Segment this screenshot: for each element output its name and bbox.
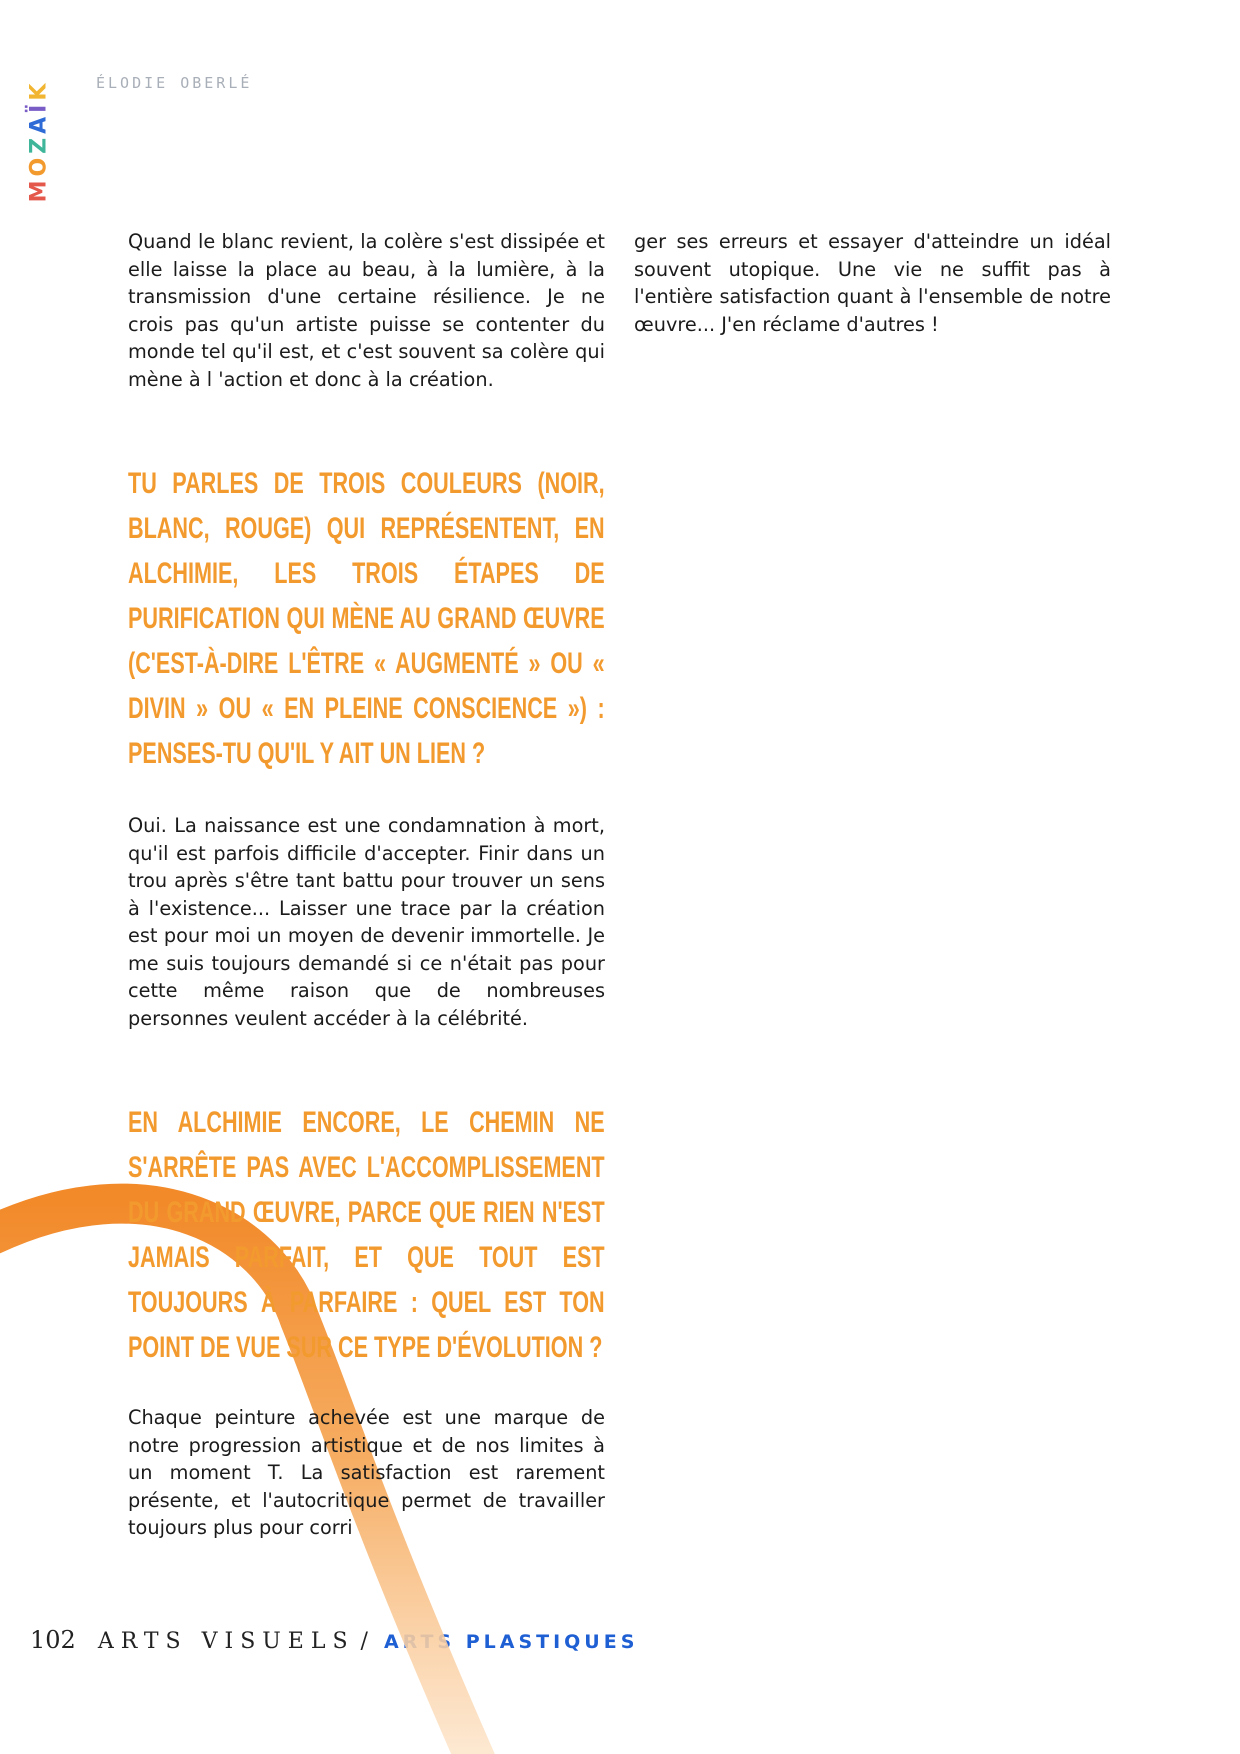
footer-separator: / (360, 1629, 368, 1654)
author-name: ÉLODIE OBERLÉ (96, 74, 253, 92)
page-footer (30, 1626, 638, 1666)
section-title: ARTS VISUELS (97, 1629, 355, 1654)
logo-letter: K (26, 79, 52, 101)
page-number: 102 (30, 1626, 76, 1654)
logo-letter: O (26, 153, 52, 177)
right-column (634, 228, 1111, 338)
answer-paragraph-2: Chaque peinture achevée est une marque de notre progression artistique et de nos limites à un moment T. La satisfaction est rarement présente, et l'autocritique permet de travailler toujours plus pour corri (128, 1406, 605, 1539)
logo-letter: M (26, 176, 52, 203)
answer-paragraph-2-continued: ger ses erreurs et essayer d'atteindre un idéal souvent utopique. Une vie ne suffit pas à l'entière satisfaction quant à l'ensemble de notre œuvre... J'en réclame d'autres ! (634, 230, 1111, 336)
subsection-title: ARTS PLASTIQUES (383, 1631, 639, 1653)
left-column (128, 228, 605, 1542)
answer-paragraph-1: Oui. La naissance est une condamnation à mort, qu'il est parfois difficile d'accepter. Finir dans un trou après s'être tant battu pour trouver un sens à l'existence... Laisser une trace par la création est pour moi un moyen de devenir immortelle. Je me suis toujours demandé si ce n'était pas pour cette même raison que de nombreuses personnes veulent accéder à la célébrité. (128, 814, 605, 1030)
paragraph-intro: Quand le blanc revient, la colère s'est dissipée et elle laisse la place au beau, à la lumière, à la transmission d'une certaine résilience. Je ne crois pas qu'un artiste puisse se contenter du monde tel qu'il est, et c'est souvent sa colère qui mène à l 'action et donc à la création. (128, 230, 605, 391)
question-heading-2: EN ALCHIMIE ENCORE, LE CHEMIN NE S'ARRÊTE PAS AVEC L'ACCOMPLISSEMENT DU GRAND ŒUVRE, PARCE QUE RIEN N'EST JAMAIS PARFAIT, ET QUE TOUT EST TOUJOURS À PARFAIRE : QUEL EST TON POINT DE VUE SUR CE TYPE D'ÉVOLUTION ? (128, 1106, 605, 1364)
logo-letter: Ï (26, 100, 52, 113)
logo-letter: Z (26, 133, 52, 154)
logo-letter: A (26, 112, 52, 134)
question-heading-1: TU PARLES DE TROIS COULEURS (NOIR, BLANC, ROUGE) QUI REPRÉSENTENT, EN ALCHIMIE, LES TROIS ÉTAPES DE PURIFICATION QUI MÈNE AU GRAND ŒUVRE (C'EST-À-DIRE L'ÊTRE « AUGMENTÉ » OU « DIVIN » OU « EN PLEINE CONSCIENCE ») : PENSES-TU QU'IL Y AIT UN LIEN ? (128, 467, 605, 770)
mozaik-logo (14, 76, 64, 206)
